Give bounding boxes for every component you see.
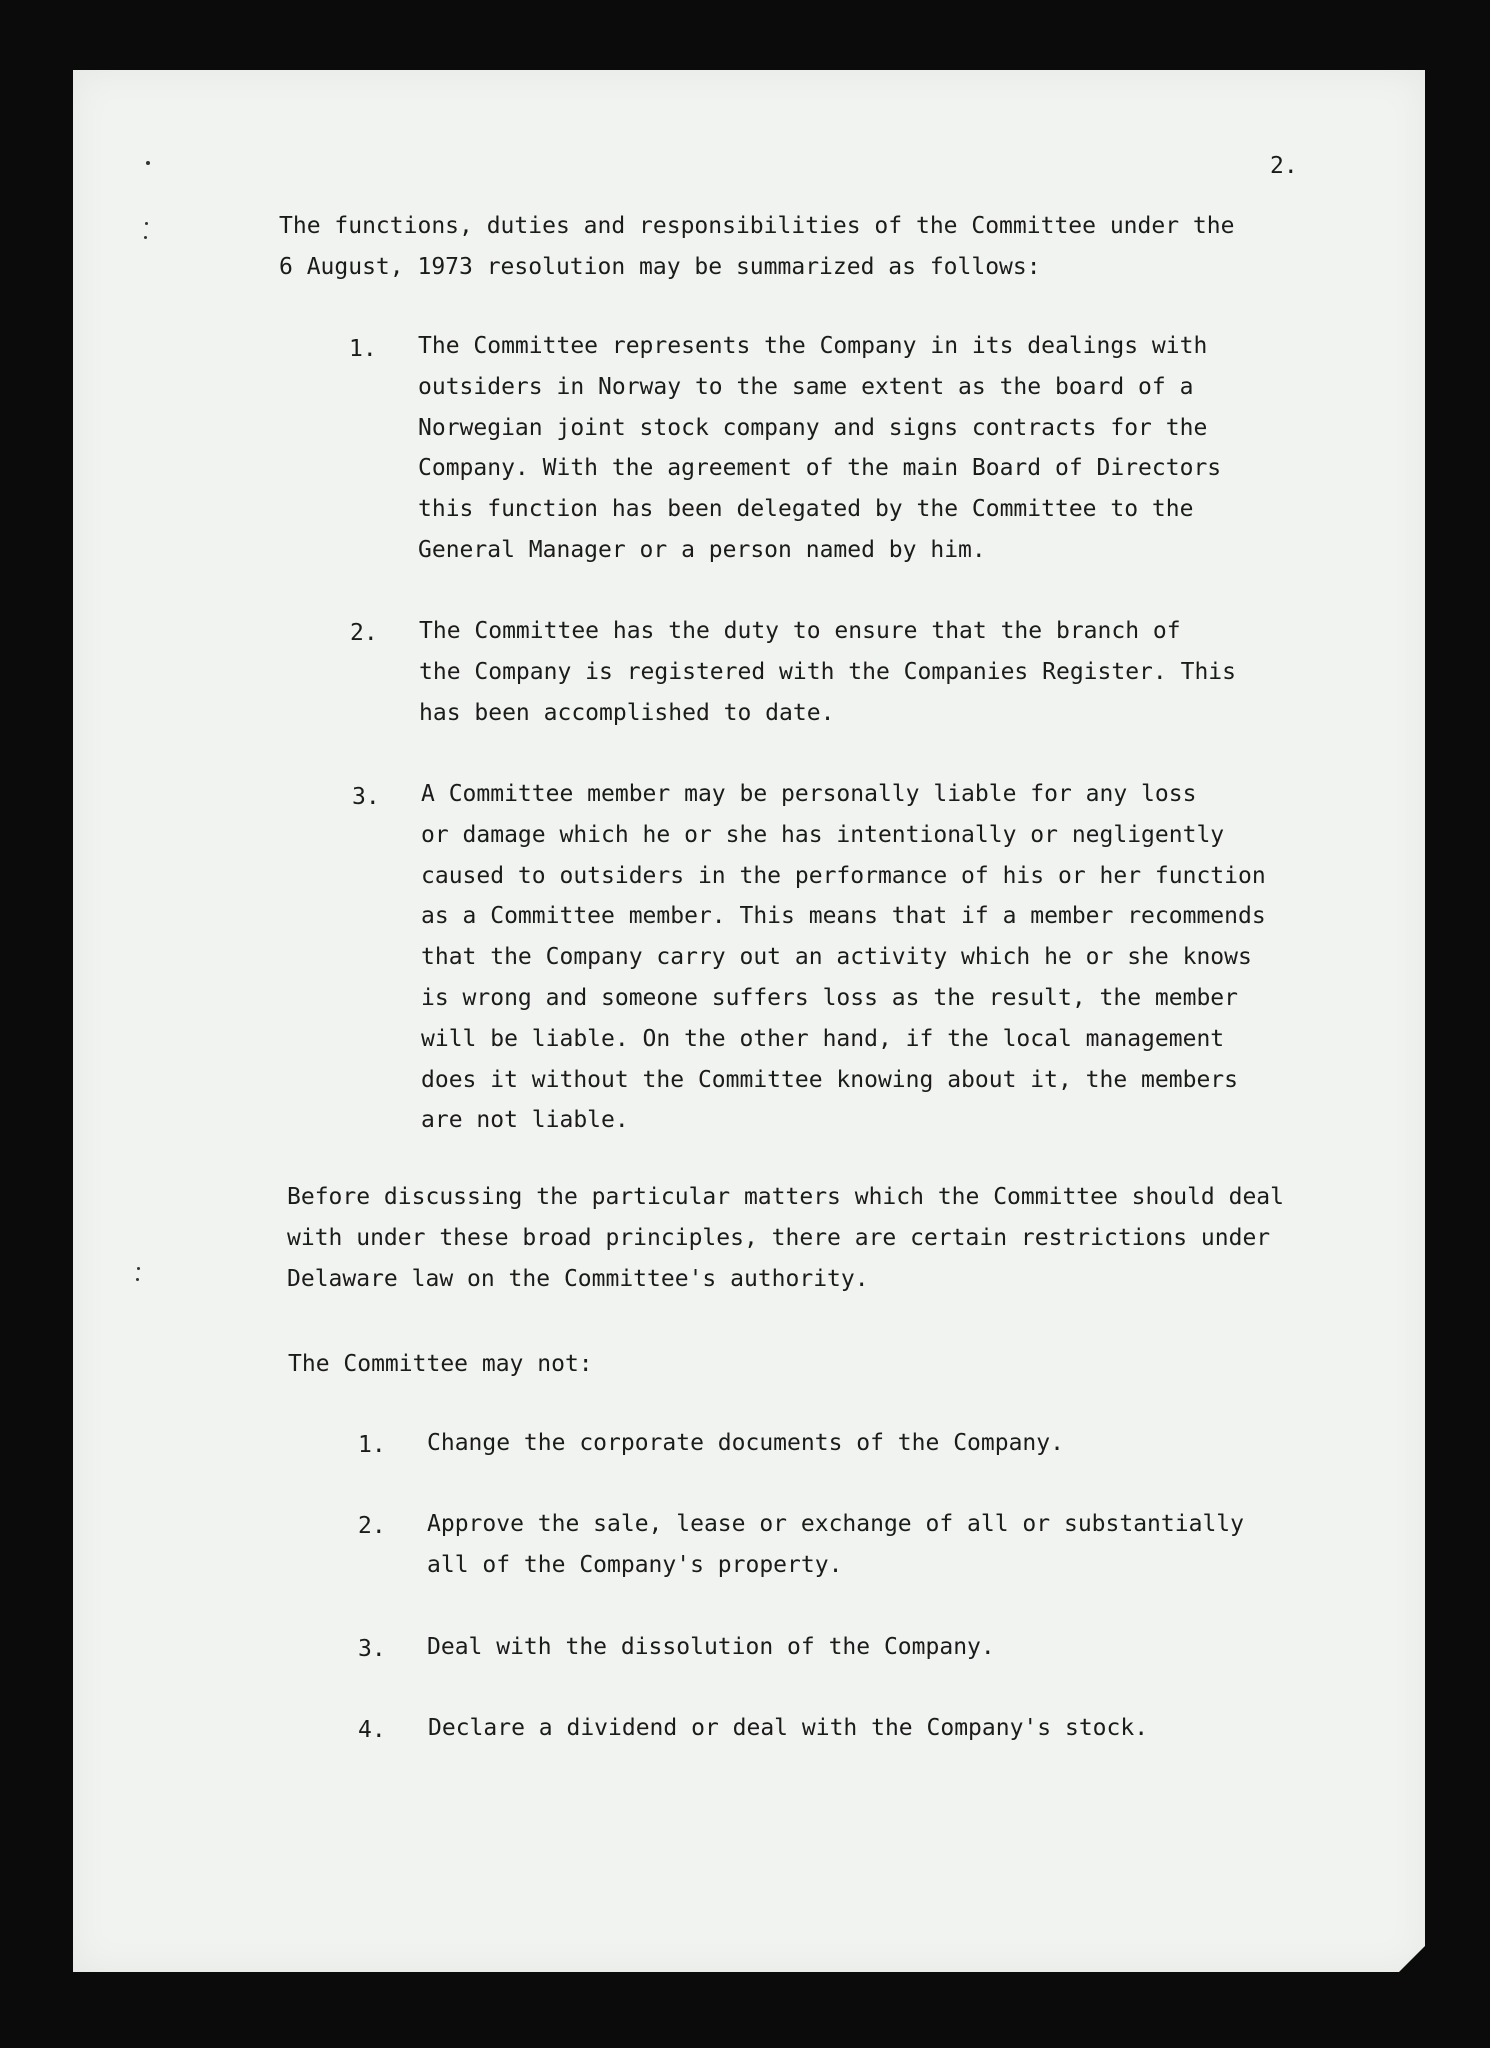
function-number: 3. — [352, 784, 380, 810]
text-line: Deal with the dissolution of the Company. — [427, 1634, 995, 1660]
text-line: has been accomplished to date. — [419, 699, 835, 726]
text-line: all of the Company's property. — [427, 1551, 843, 1578]
text-line: outsiders in Norway to the same extent as the board of a — [418, 373, 1194, 400]
text-line: Company. With the agreement of the main Board of Directors — [418, 455, 1222, 482]
restriction-item-2 — [427, 1504, 1244, 1586]
function-number: 1. — [349, 336, 377, 362]
text-line: will be liable. On the other hand, if the local management — [421, 1025, 1225, 1052]
function-item-1 — [418, 326, 1221, 571]
text-line: The functions, duties and responsibilities of the Committee under the — [279, 213, 1235, 239]
text-line: General Manager or a person named by him. — [418, 536, 986, 563]
text-line: the Company is registered with the Companies Register. This — [419, 658, 1236, 685]
restriction-item-3 — [427, 1627, 995, 1668]
restriction-number: 2. — [358, 1513, 386, 1539]
text-line: does it without the Committee knowing about it, the members — [421, 1066, 1238, 1093]
text-line: with under these broad principles, there are certain restrictions under — [287, 1224, 1271, 1251]
page-number: 2. — [1270, 153, 1298, 179]
text-line: Before discussing the particular matters which the Committee should deal — [287, 1184, 1284, 1210]
text-line: Change the corporate documents of the Company. — [427, 1430, 1064, 1456]
text-line: Approve the sale, lease or exchange of all or substantially — [427, 1511, 1244, 1537]
text-line: is wrong and someone suffers loss as the result, the member — [421, 984, 1238, 1011]
margin-speck — [145, 222, 148, 225]
restriction-number: 4. — [358, 1717, 386, 1743]
text-line: Delaware law on the Committee's authority. — [287, 1265, 869, 1292]
restriction-number: 3. — [358, 1636, 386, 1662]
margin-speck — [137, 1267, 140, 1270]
text-line: this function has been delegated by the Committee to the — [418, 496, 1194, 523]
before-paragraph — [287, 1177, 1284, 1299]
restriction-item-1 — [427, 1423, 1064, 1464]
may-not-heading — [288, 1344, 593, 1385]
function-item-3 — [421, 774, 1266, 1141]
restriction-number: 1. — [358, 1432, 386, 1458]
margin-speck — [136, 1278, 139, 1281]
text-line: The Committee may not: — [288, 1351, 593, 1377]
function-item-2 — [419, 611, 1236, 733]
text-line: The Committee has the duty to ensure that the branch of — [419, 618, 1181, 644]
text-line: as a Committee member. This means that if a member recommends — [421, 903, 1266, 930]
margin-speck — [146, 161, 150, 165]
text-line: that the Company carry out an activity which he or she knows — [421, 944, 1252, 971]
text-line: Norwegian joint stock company and signs contracts for the — [418, 414, 1208, 441]
margin-speck — [144, 236, 147, 239]
restriction-item-4 — [428, 1708, 1148, 1749]
text-line: A Committee member may be personally liable for any loss — [421, 781, 1197, 807]
text-line: are not liable. — [421, 1107, 629, 1134]
text-line: 6 August, 1973 resolution may be summarized as follows: — [279, 253, 1041, 280]
text-line: Declare a dividend or deal with the Company's stock. — [428, 1715, 1149, 1741]
intro-paragraph — [279, 206, 1234, 288]
text-line: The Committee represents the Company in its dealings with — [418, 333, 1208, 359]
text-line: caused to outsiders in the performance of his or her function — [421, 862, 1266, 889]
folded-corner — [1399, 1946, 1425, 1972]
function-number: 2. — [350, 620, 378, 646]
text-line: or damage which he or she has intentionally or negligently — [421, 821, 1225, 848]
